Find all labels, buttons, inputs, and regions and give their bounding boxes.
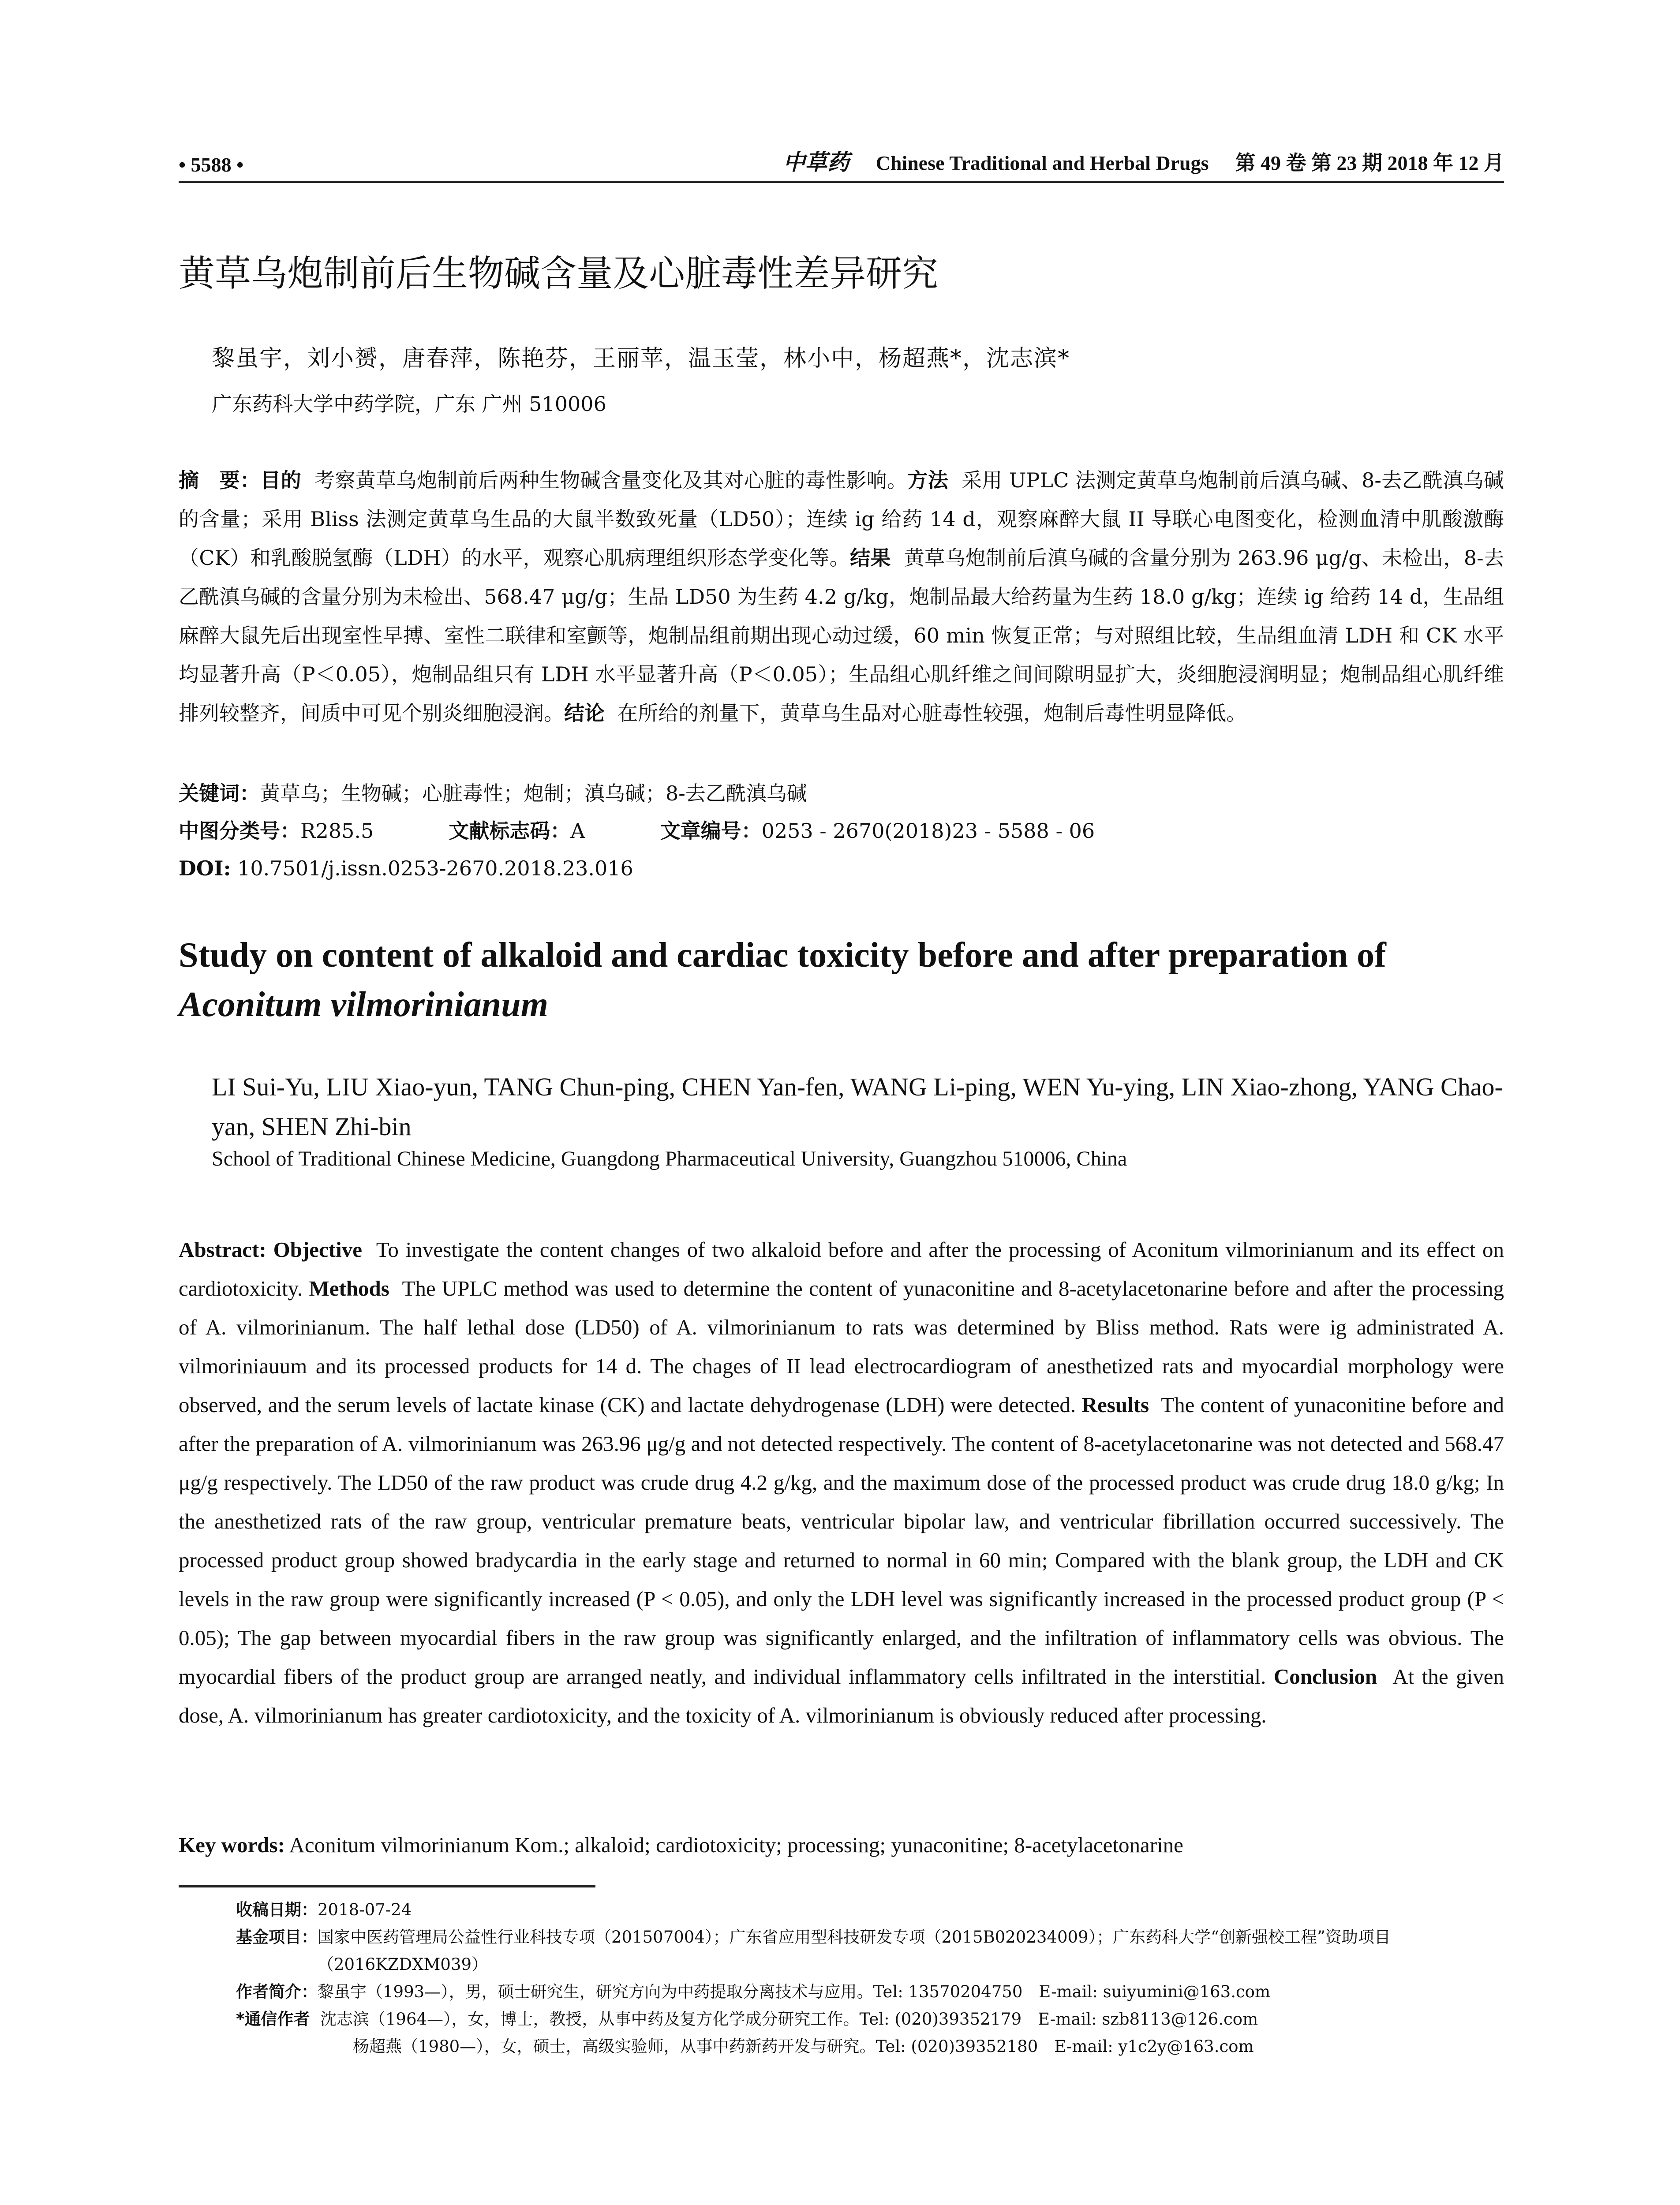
methods-text: 采用 UPLC 法测定黄草乌炮制前后滇乌碱、8-去乙酰滇乌碱的含量；采用 Bliss 法测定黄草乌生品的大鼠半数致死量（LD50）；连续 ig 给药 14 d，观察麻醉大鼠 II 导联心电图变化，检测血清中肌酸激酶（CK）和乳酸脱氢酶（LDH）的水平，观察心肌病理组织形态学变化等。: [179, 468, 1504, 570]
methods-label: 方法: [907, 468, 949, 492]
running-header: [179, 141, 1504, 183]
doi-label: DOI:: [179, 856, 231, 880]
doi-value: 10.7501/j.issn.0253-2670.2018.23.016: [237, 856, 633, 880]
en-objective-text: To investigate the content changes of two alkaloid before and after the processing of Aconitum vilmorinianum and its effect on cardiotoxicity.: [179, 1237, 1504, 1301]
chinese-abstract: [179, 461, 1504, 733]
en-keywords-text: Aconitum vilmorinianum Kom.; alkaloid; cardiotoxicity; processing; yunaconitine; 8-acetylacetonarine: [289, 1833, 1183, 1857]
english-affiliation: School of Traditional Chinese Medicine, Guangdong Pharmaceutical University, Guangzhou 510006, China: [212, 1147, 1127, 1170]
english-authors: LI Sui-Yu, LIU Xiao-yun, TANG Chun-ping, CHEN Yan-fen, WANG Li-ping, WEN Yu-ying, LIN Xiao-zhong, YANG Chao-yan, SHEN Zhi-bin: [212, 1073, 1503, 1141]
english-abstract: [179, 1230, 1504, 1735]
footnote-author: 作者简介： 黎虽宇（1993—），男，硕士研究生，研究方向为中药提取分离技术与应用。Tel: 13570204750 E-mail: suiyumini@163.com: [236, 1982, 1271, 2001]
conclusion-label: 结论: [564, 701, 605, 725]
footnote-received: 收稿日期： 2018-07-24: [236, 1900, 412, 1919]
en-abstract-label: Abstract:: [179, 1237, 266, 1262]
abstract-label: 摘 要：: [179, 468, 261, 492]
clc-field: 中图分类号：R285.5: [179, 819, 374, 843]
en-conclusion-label: Conclusion: [1273, 1664, 1377, 1689]
en-objective-label: Objective: [273, 1237, 362, 1262]
chinese-title: 黄草乌炮制前后生物碱含量及心脏毒性差异研究: [179, 253, 939, 295]
english-keywords: [179, 1826, 1504, 1865]
en-methods-text: The UPLC method was used to determine the content of yunaconitine and 8-acetylacetonarine before and after the processing of A. vilmorinianum. The half lethal dose (LD50) of A. vilmorinianum to rats was determined by Bliss method. Rats were ig administrated A. vilmoriniauum and its processed products for 14 d. The chages of II lead electrocardiogram of anesthetized rats and myocardial morphology were observed, and the serum levels of lactate kinase (CK) and lactate dehydrogenase (LDH) were detected.: [179, 1276, 1504, 1417]
journal-logo: 中草药: [783, 150, 849, 175]
chinese-affiliation: 广东药科大学中药学院，广东 广州 510006: [212, 392, 606, 416]
doc-code-field: 文献标志码：A: [449, 819, 585, 843]
footnote-fund: 基金项目： 国家中医药管理局公益性行业科技专项（201507004）；广东省应用型科技研发专项（2015B020234009）；广东药科大学“创新强校工程”资助项目（2016KZDXM039）: [236, 1928, 1391, 1974]
objective-text: 考察黄草乌炮制前后两种生物碱含量变化及其对心脏的毒性影响。: [314, 468, 908, 492]
results-label: 结果: [850, 546, 891, 570]
en-methods-label: Methods: [309, 1276, 389, 1301]
doi-line: [179, 849, 1504, 888]
english-title: [179, 931, 1504, 1029]
en-conclusion-text: At the given dose, A. vilmorinianum has greater cardiotoxicity, and the toxicity of A. vilmorinianum is obviously reduced after processing.: [179, 1664, 1504, 1727]
keywords-text: 黄草乌；生物碱；心脏毒性；炮制；滇乌碱；8-去乙酰滇乌碱: [260, 781, 807, 805]
journal-info: [783, 145, 1504, 176]
objective-label: 目的: [260, 468, 302, 492]
footnote-corresponding: *通信作者 沈志滨（1964—），女，博士，教授，从事中药及复方化学成分研究工作。Tel: (020)39352179 E-mail: szb8113@126.com: [236, 2010, 1258, 2029]
page-number: • 5588 •: [179, 153, 244, 176]
classification-line: [179, 811, 1504, 850]
en-keywords-label: Key words:: [179, 1833, 285, 1857]
chinese-authors: 黎虽宇，刘小赟，唐春萍，陈艳芬，王丽苹，温玉莹，林小中，杨超燕*，沈志滨*: [212, 345, 1070, 372]
english-title-species: Aconitum vilmorinianum: [179, 985, 549, 1024]
conclusion-text: 在所给的剂量下，黄草乌生品对心脏毒性较强，炮制后毒性明显降低。: [617, 701, 1247, 725]
issue-info: 第 49 卷 第 23 期 2018 年 12 月: [1235, 152, 1504, 174]
results-text: 黄草乌炮制前后滇乌碱的含量分别为 263.96 μg/g、未检出，8-去乙酰滇乌碱的含量分别为未检出、568.47 μg/g；生品 LD50 为生药 4.2 g/kg，炮制品最大给药量为生药 18.0 g/kg；连续 ig 给药 14 d，生品组麻醉大鼠先后出现室性早搏、室性二联律和室颤等，炮制品组前期出现心动过缓，60 min 恢复正常；与对照组比较，生品组血清 LDH 和 CK 水平均显著升高（P＜0.05），炮制品组只有 LDH 水平显著升高（P＜0.05）；生品组心肌纤维之间间隙明显扩大，炎细胞浸润明显；炮制品组心肌纤维排列较整齐，间质中可见个别炎细胞浸润。: [179, 546, 1504, 725]
chinese-keywords: [179, 774, 1504, 813]
keywords-label: 关键词：: [179, 781, 260, 805]
journal-name: Chinese Traditional and Herbal Drugs: [876, 152, 1209, 174]
footnote-corresponding-2: 杨超燕（1980—），女，硕士，高级实验师，从事中药新药开发与研究。Tel: (020)39352180 E-mail: y1c2y@163.com: [353, 2037, 1254, 2056]
footnote-divider: [179, 1885, 595, 1887]
en-results-text: The content of yunaconitine before and after the preparation of A. vilmorinianum was 263.96 μg/g and not detected respectively. The content of 8-acetylacetonarine was not detected and 568.47 μg/g respectively. The LD50 of the raw product was crude drug 4.2 g/kg, and the maximum dose of the processed product was crude drug 18.0 g/kg; In the anesthetized rats of the raw group, ventricular premature beats, ventricular bipolar law, and ventricular fibrillation occurred successively. The processed product group showed bradycardia in the early stage and returned to normal in 60 min; Compared with the blank group, the LDH and CK levels in the raw group were significantly increased (P < 0.05), and only the LDH level was significantly increased in the processed product group (P < 0.05); The gap between myocardial fibers in the raw group was significantly enlarged, and the infiltration of inflammatory cells was obvious. The myocardial fibers of the product group are arranged neatly, and individual inflammatory cells infiltrated in the interstitial.: [179, 1393, 1504, 1689]
english-title-main: Study on content of alkaloid and cardiac toxicity before and after preparation of: [179, 936, 1386, 975]
footnotes: [236, 1896, 1504, 2060]
article-number-field: 文章编号：0253 - 2670(2018)23 - 5588 - 06: [660, 819, 1095, 843]
en-results-label: Results: [1081, 1393, 1149, 1417]
